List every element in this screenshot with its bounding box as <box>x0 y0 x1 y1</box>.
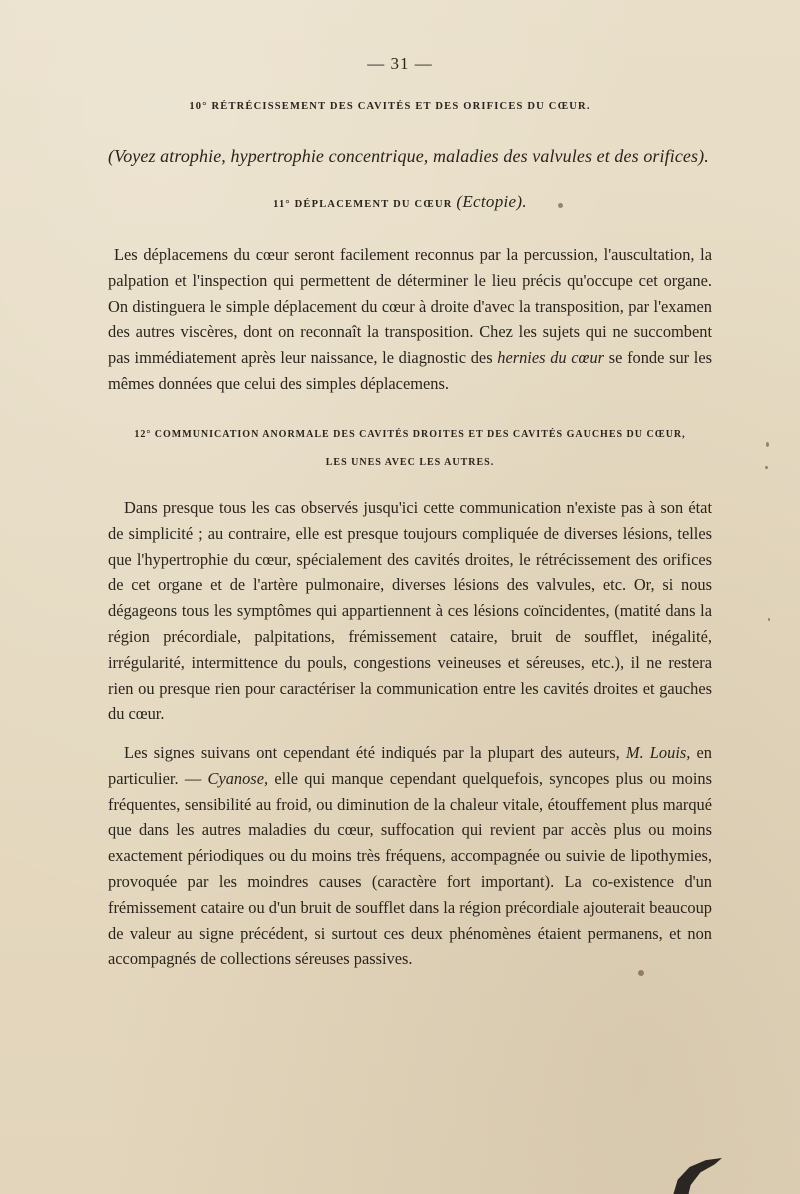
section-12-p2-text-3: elle qui manque cependant quelquefois, syncopes plus ou moins fréquentes, sensibilité au froid, ou diminution de la chaleur vitale, étouffement plus marqué que dans les autres maladies du cœur, suffocation qui revient par accès plus ou moins exactement périodiques ou du moins très fréquens, accompagnée ou suivie de lipothymies, provoquée par les moindres causes (caractère fort important). La co-existence d'un frémissement cataire ou d'un bruit de soufflet dans la région précordiale ajouterait beaucoup de valeur au signe précédent, si surtout ces deux phénomènes étaient permanens, et non accompagnés de collections séreuses passives. <box>108 768 712 969</box>
section-12-p2-text-2: en particulier. — <box>108 743 712 788</box>
ink-spot <box>558 203 563 208</box>
section-10-see-also: (Voyez atrophie, hypertrophie concentrique, maladies des valvules et des orifices). <box>108 146 709 166</box>
section-12-paragraph-1: Dans presque tous les cas observés jusqu'ici cette communication n'existe pas à son état de simplicité ; au contraire, elle est presque toujours compliquée de diverses lésions, telles que l'hypertrophie du cœur, spécialement des cavités droites, le rétrécissement des orifices de cet organe et de l'artère pulmonaire, diverses lésions des valvules, etc. Or, si nous dégageons tous les symptômes qui appartiennent à ces lésions coïncidentes, (matité dans la région précordiale, palpitations, frémissement cataire, bruit de soufflet, inégalité, irrégularité, intermittence du pouls, congestions veineuses et séreuses, etc.), il ne restera rien ou presque rien pour caractériser la communication entre les cavités droites et gauches du cœur. <box>108 498 712 724</box>
section-12-heading-line-1: 12° COMMUNICATION ANORMALE DES CAVITÉS DROITES ET DES CAVITÉS GAUCHES DU CŒUR, <box>134 429 686 440</box>
ink-spot <box>638 970 644 976</box>
page-number: — 31 — <box>367 54 433 73</box>
section-11-text-before: Les déplacemens du cœur seront facilement reconnus par la percussion, l'auscultation, la palpation et l'inspection qui permettent de déterminer le lieu précis qu'occupe cet organe. On distinguera le simple déplacement du cœur à droite d'avec la transposition, par l'examen des autres viscères, dont on reconnaît la transposition. Chez les sujets qui ne succombent pas immédiatement après leur naissance, le diagnostic des <box>108 245 712 368</box>
ink-spot <box>765 466 768 469</box>
section-12-paragraph-2 <box>108 740 712 972</box>
section-11-heading-text: 11° DÉPLACEMENT DU CŒUR <box>273 199 453 210</box>
ink-spot <box>768 618 770 621</box>
section-10-heading: 10° RÉTRÉCISSEMENT DES CAVITÉS ET DES ORIFICES DU CŒUR. <box>189 101 591 112</box>
section-11-heading <box>0 192 800 212</box>
ink-stain <box>668 1158 722 1194</box>
ink-spot <box>766 442 769 447</box>
section-11-emphasis: hernies du cœur <box>497 348 605 368</box>
section-12-heading-line-2: LES UNES AVEC LES AUTRES. <box>325 457 495 468</box>
section-12-p2-text-1: Les signes suivans ont cependant été indiqués par la plupart des auteurs, <box>124 743 620 762</box>
section-11-heading-italic: (Ectopie). <box>456 192 527 211</box>
section-11-text-after: se fonde sur les mêmes données que celui des simples déplacemens. <box>108 348 712 393</box>
section-12-p2-emphasis-1: M. Louis, <box>625 743 691 762</box>
section-11-paragraph <box>108 242 712 397</box>
section-12-p2-emphasis-2: Cyanose, <box>207 768 269 788</box>
